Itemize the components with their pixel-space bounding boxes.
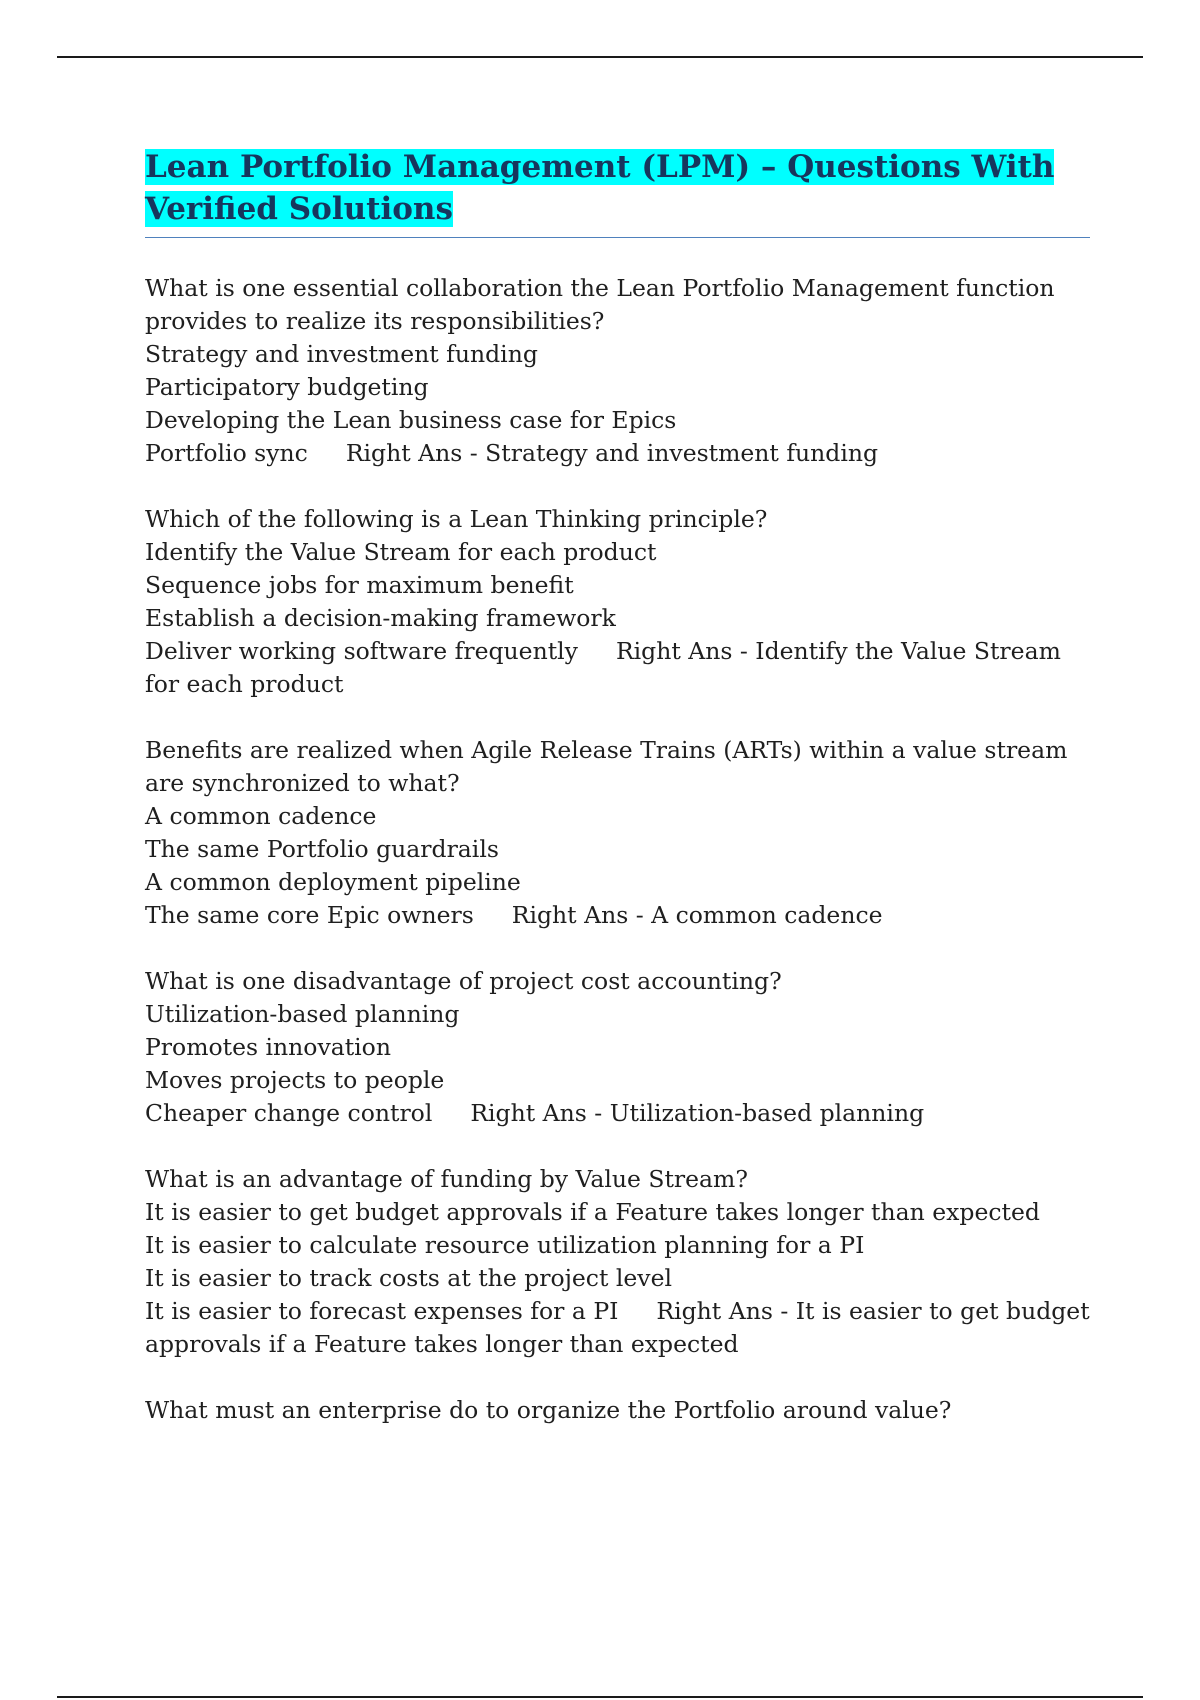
answer-option: Sequence jobs for maximum benefit xyxy=(145,571,574,599)
question-text: What is one essential collaboration the Lean Portfolio Management function provides to realize its responsibilities? xyxy=(145,274,1055,335)
question-text: What is one disadvantage of project cost accounting? xyxy=(145,967,782,995)
question-list xyxy=(145,272,1090,1427)
answer-option: Utilization-based planning xyxy=(145,1000,460,1028)
answer-option: Establish a decision-making framework xyxy=(145,604,616,632)
answer-option: The same core Epic owners xyxy=(145,901,474,929)
last-option-line xyxy=(145,899,1090,932)
answer-option: Promotes innovation xyxy=(145,1033,391,1061)
right-answer: Right Ans - A common cadence xyxy=(511,901,883,929)
last-option-line xyxy=(145,437,1090,470)
answer-option: A common deployment pipeline xyxy=(145,868,521,896)
answer-option: Identify the Value Stream for each product xyxy=(145,538,657,566)
footer-rule xyxy=(57,1696,1143,1698)
answer-option: It is easier to forecast expenses for a PI xyxy=(145,1297,619,1325)
last-option-line xyxy=(145,635,1090,701)
question-text: Benefits are realized when Agile Release Trains (ARTs) within a value stream are synchronized to what? xyxy=(145,736,1068,797)
question-block xyxy=(145,1163,1090,1361)
question-text: What is an advantage of funding by Value Stream? xyxy=(145,1165,748,1193)
answer-option: Cheaper change control xyxy=(145,1099,433,1127)
answer-option: Moves projects to people xyxy=(145,1066,445,1094)
right-answer: Right Ans - Strategy and investment funding xyxy=(345,439,879,467)
answer-option: It is easier to get budget approvals if a Feature takes longer than expected xyxy=(145,1198,1040,1226)
last-option-line xyxy=(145,1097,1090,1130)
question-block xyxy=(145,734,1090,932)
answer-option: It is easier to track costs at the project level xyxy=(145,1264,673,1292)
right-answer: Right Ans - Utilization-based planning xyxy=(470,1099,925,1127)
title-highlight: Lean Portfolio Management (LPM) – Questions With Verified Solutions xyxy=(145,149,1055,227)
header-rule xyxy=(57,56,1143,58)
answer-option: Deliver working software frequently xyxy=(145,637,578,665)
right-answer: Right Ans - Identify the Value Stream for each product xyxy=(145,637,1061,698)
question-text: What must an enterprise do to organize the Portfolio around value? xyxy=(145,1396,952,1424)
right-answer: Right Ans - It is easier to get budget approvals if a Feature takes longer than expected xyxy=(145,1297,1090,1358)
question-text: Which of the following is a Lean Thinking principle? xyxy=(145,505,768,533)
question-block xyxy=(145,503,1090,701)
answer-option: The same Portfolio guardrails xyxy=(145,835,499,863)
title-underline xyxy=(145,237,1090,238)
question-block xyxy=(145,1394,1090,1427)
question-block xyxy=(145,965,1090,1130)
question-block xyxy=(145,272,1090,470)
answer-option: A common cadence xyxy=(145,802,377,830)
document-body xyxy=(145,146,1090,1460)
last-option-line xyxy=(145,1295,1090,1361)
answer-option: It is easier to calculate resource utilization planning for a PI xyxy=(145,1231,865,1259)
answer-option: Strategy and investment funding xyxy=(145,340,538,368)
document-title xyxy=(145,146,1090,230)
answer-option: Participatory budgeting xyxy=(145,373,429,401)
answer-option: Developing the Lean business case for Epics xyxy=(145,406,677,434)
answer-option: Portfolio sync xyxy=(145,439,308,467)
